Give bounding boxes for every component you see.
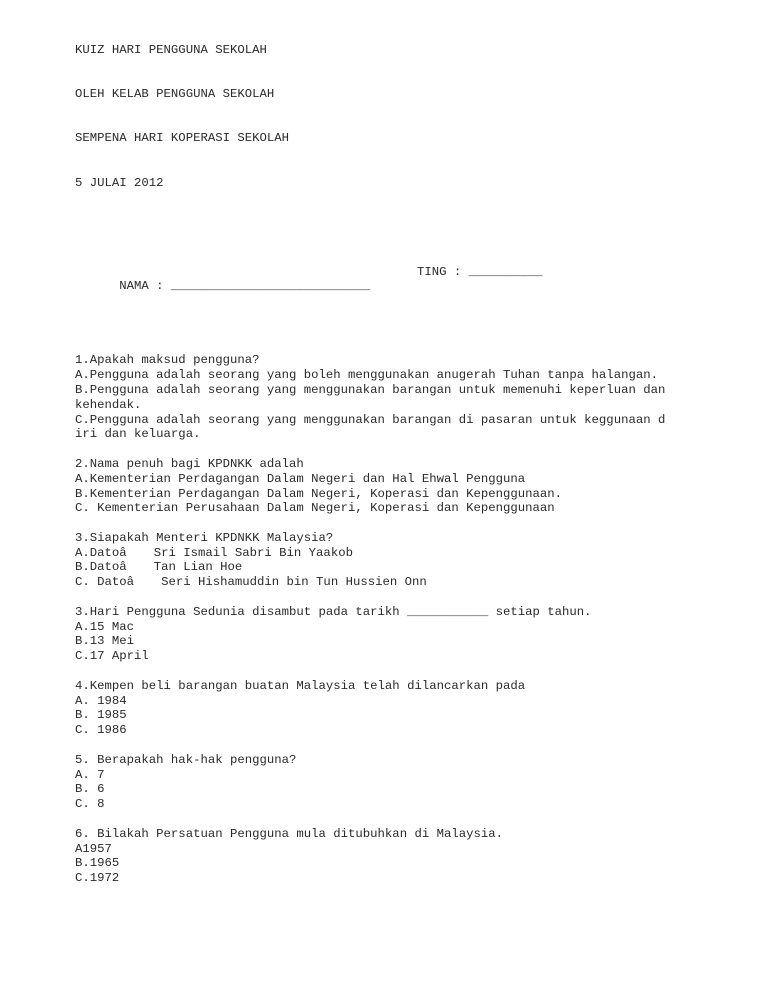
- answer-option: A. 1984: [75, 693, 127, 708]
- question-text: 2.Nama penuh bagi KPDNKK adalah: [75, 456, 304, 471]
- spacer: [75, 220, 755, 235]
- question-block: [75, 679, 755, 753]
- question-text: 3.Siapakah Menteri KPDNKK Malaysia?: [75, 530, 334, 545]
- question-block: [75, 531, 755, 605]
- answer-option: A.Datoâ Sri Ismail Sabri Bin Yaakob: [75, 545, 353, 560]
- spacer: [75, 309, 755, 324]
- answer-option: A.Pengguna adalah seorang yang boleh menggunakan anugerah Tuhan tanpa halangan.: [75, 368, 658, 383]
- header-line-organizer: OLEH KELAB PENGGUNA SEKOLAH: [75, 86, 275, 101]
- answer-option: B.13 Mei: [75, 634, 135, 649]
- spacer: [75, 516, 755, 531]
- answer-option: A.15 Mac: [75, 619, 135, 634]
- spacer: [75, 442, 755, 457]
- answer-option: C. 1986: [75, 723, 127, 738]
- answer-option: C.1972: [75, 871, 120, 886]
- question-block: [75, 605, 755, 679]
- answer-option: C. 8: [75, 797, 105, 812]
- name-field: NAMA : ___________________________: [119, 279, 371, 294]
- answer-option: kehendak.: [75, 397, 142, 412]
- answer-option: C.17 April: [75, 649, 149, 664]
- quiz-document: [75, 13, 755, 916]
- answer-option: B.Datoâ Tan Lian Hoe: [75, 560, 243, 575]
- question-block: [75, 753, 755, 827]
- answer-option: iri dan keluarga.: [75, 427, 201, 442]
- question-text: 5. Berapakah hak-hak pengguna?: [75, 752, 297, 767]
- question-text: 4.Kempen beli barangan buatan Malaysia telah dilancarkan pada: [75, 678, 526, 693]
- spacer: [75, 590, 755, 605]
- question-text: 3.Hari Pengguna Sedunia disambut pada tarikh ___________ setiap tahun.: [75, 604, 592, 619]
- class-field: TING : __________: [417, 264, 543, 279]
- answer-option: B. 6: [75, 782, 105, 797]
- spacer: [75, 738, 755, 753]
- question-text: 1.Apakah maksud pengguna?: [75, 353, 260, 368]
- answer-option: C.Pengguna adalah seorang yang menggunakan barangan di pasaran untuk keggunaan d: [75, 412, 666, 427]
- answer-option: B. 1985: [75, 708, 127, 723]
- spacer: [75, 812, 755, 827]
- question-block: [75, 827, 755, 886]
- question-block: [75, 457, 755, 531]
- answer-option: B.1965: [75, 856, 120, 871]
- answer-option: A. 7: [75, 767, 105, 782]
- question-text: 6. Bilakah Persatuan Pengguna mula ditubuhkan di Malaysia.: [75, 826, 504, 841]
- header-line-title: KUIZ HARI PENGGUNA SEKOLAH: [75, 42, 267, 57]
- name-class-row: [75, 264, 755, 294]
- question-list: [75, 353, 755, 886]
- header-line-date: 5 JULAI 2012: [75, 175, 164, 190]
- spacer: [75, 664, 755, 679]
- answer-option: A.Kementerian Perdagangan Dalam Negeri dan Hal Ehwal Pengguna: [75, 471, 526, 486]
- question-block: [75, 353, 755, 457]
- answer-option: C. Datoâ Seri Hishamuddin bin Tun Hussien Onn: [75, 575, 427, 590]
- answer-option: C. Kementerian Perusahaan Dalam Negeri, Koperasi dan Kepenggunaan: [75, 501, 555, 516]
- answer-option: B.Pengguna adalah seorang yang menggunakan barangan untuk memenuhi keperluan dan: [75, 382, 666, 397]
- header-line-occasion: SEMPENA HARI KOPERASI SEKOLAH: [75, 131, 290, 146]
- answer-option: A1957: [75, 841, 112, 856]
- answer-option: B.Kementerian Perdagangan Dalam Negeri, Koperasi dan Kepenggunaan.: [75, 486, 563, 501]
